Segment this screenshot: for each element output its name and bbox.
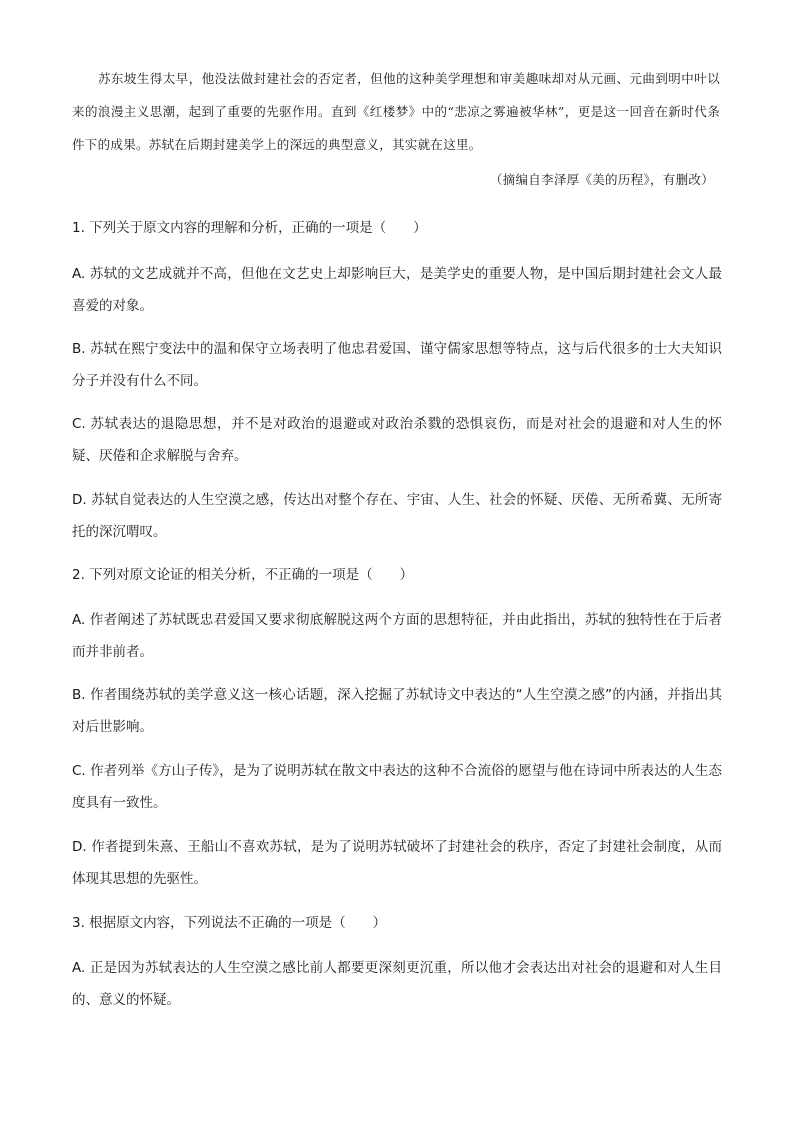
option-text: B. 作者围绕苏轼的美学意义这一核心话题，深入挖掘了苏轼诗文中表达的“人生空漠之感”的内涵，并指出其对后世影响。: [72, 687, 722, 735]
question-stem: 2. 下列对原文论证的相关分析，不正确的一项是（ ）: [72, 567, 414, 583]
option-text: A. 苏轼的文艺成就并不高，但他在文艺史上却影响巨大，是美学史的重要人物，是中国后期封建社会文人最喜爱的对象。: [72, 266, 722, 314]
option-text: C. 作者列举《方山子传》，是为了说明苏轼在散文中表达的这种不合流俗的愿望与他在诗词中所表达的人生态度具有一致性。: [72, 763, 722, 811]
option-2b: [72, 679, 722, 743]
option-2c: [72, 755, 722, 819]
option-1c: [72, 408, 722, 472]
option-1d: [72, 484, 722, 548]
option-text: D. 作者提到朱熹、王船山不喜欢苏轼，是为了说明苏轼破坏了封建社会的秩序，否定了封建社会制度，从而体现其思想的先驱性。: [72, 839, 722, 887]
option-3a: [72, 952, 722, 1016]
option-text: A. 作者阐述了苏轼既忠君爱国又要求彻底解脱这两个方面的思想特征，并由此指出，苏轼的独特性在于后者而并非前者。: [72, 612, 722, 660]
question-stem: 1. 下列关于原文内容的理解和分析，正确的一项是（ ）: [72, 220, 427, 236]
option-text: D. 苏轼自觉表达的人生空漠之感，传达出对整个存在、宇宙、人生、社会的怀疑、厌倦、无所希冀、无所寄托的深沉喟叹。: [72, 492, 722, 540]
option-2a: [72, 604, 722, 668]
question-3: [72, 907, 722, 939]
passage-paragraph: 苏东坡生得太早，他没法做封建社会的否定者，但他的这种美学理想和审美趣味却对从元画、元曲到明中叶以来的浪漫主义思潮，起到了重要的先驱作用。直到《红楼梦》中的“悲凉之雾遍被华林”，更是这一回音在新时代条件下的成果。苏轼在后期封建美学上的深远的典型意义，其实就在这里。: [72, 71, 720, 152]
option-text: A. 正是因为苏轼表达的人生空漠之感比前人都要更深刻更沉重，所以他才会表达出对社会的退避和对人生目的、意义的怀疑。: [72, 960, 722, 1008]
question-stem: 3. 根据原文内容，下列说法不正确的一项是（ ）: [72, 915, 387, 931]
option-text: B. 苏轼在熙宁变法中的温和保守立场表明了他忠君爱国、谨守儒家思想等特点，这与后代很多的士大夫知识分子并没有什么不同。: [72, 341, 722, 389]
option-1a: [72, 258, 722, 322]
question-2: [72, 559, 722, 591]
option-text: C. 苏轼表达的退隐思想，并不是对政治的退避或对政治杀戮的恐惧哀伤，而是对社会的退避和对人生的怀疑、厌倦和企求解脱与舍弃。: [72, 416, 722, 464]
question-1: [72, 212, 722, 244]
passage-source: （摘编自李泽厚《美的历程》，有删改）: [489, 172, 714, 187]
option-2d: [72, 831, 722, 895]
option-1b: [72, 333, 722, 397]
